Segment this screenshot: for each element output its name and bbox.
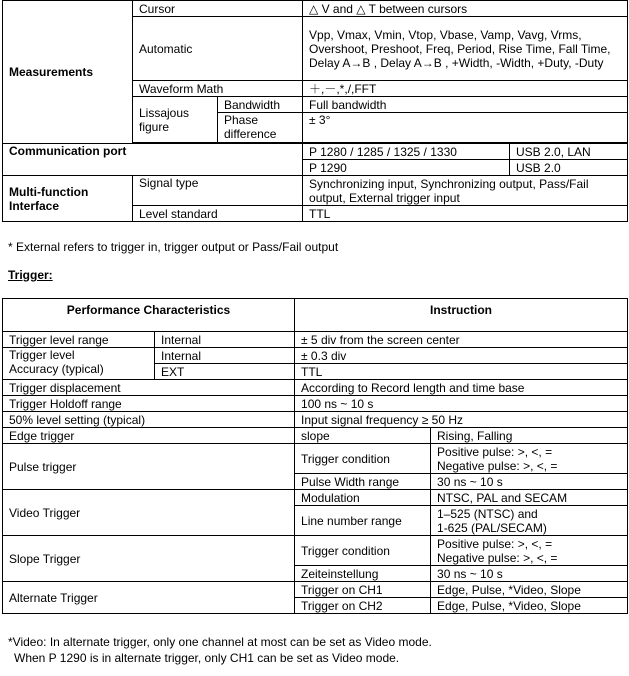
bandwidth-label: Bandwidth [218,97,303,113]
measurements-label: Measurements [3,1,133,144]
trigger-table [2,298,628,614]
trigger-heading: Trigger: [8,268,53,282]
pulse-condition-label: Trigger condition [295,444,431,474]
comm-row2-ports: USB 2.0 [510,160,628,176]
phase-difference-label: Phase difference [218,113,303,143]
cursor-value: △ V and △ T between cursors [303,1,628,17]
trigger-level-internal-value: ± 0.3 div [295,348,628,364]
holdoff-value: 100 ns ~ 10 s [295,396,628,412]
line-number-label: Line number range [295,506,431,536]
lissajous-label: Lissajous figure [133,97,218,143]
internal-label: Internal [155,332,295,348]
signal-type-value: Synchronizing input, Synchronizing output, Pass/Fail output, External trigger input [303,176,628,206]
comm-row2-models: P 1290 [303,160,510,176]
holdoff-label: Trigger Holdoff range [3,396,295,412]
slope-trigger-label: Slope Trigger [3,536,295,582]
automatic-label: Automatic [133,17,303,81]
waveform-math-value: ＋,－,*,/,FFT [303,81,628,97]
communication-port-label: Communication port [3,144,303,176]
measurements-table [2,0,628,222]
ch2-label: Trigger on CH2 [295,598,431,614]
slope-value: Rising, Falling [431,428,628,444]
multi-function-label: Multi-function Interface [3,176,133,222]
alternate-trigger-label: Alternate Trigger [3,582,295,614]
pulse-trigger-label: Pulse trigger [3,444,295,490]
video-note-2: When P 1290 is in alternate trigger, only CH1 can be set as Video mode. [14,651,400,665]
trigger-level-range-value: ± 5 div from the screen center [295,332,628,348]
edge-trigger-label: Edge trigger [3,428,295,444]
video-trigger-label: Video Trigger [3,490,295,536]
slope-condition-value: Positive pulse: >, <, = Negative pulse: >, <, = [431,536,628,566]
bandwidth-value: Full bandwidth [303,97,628,113]
trigger-level-range-label: Trigger level range [3,332,155,348]
trigger-level-label: Trigger level [9,348,75,362]
modulation-label: Modulation [295,490,431,506]
modulation-value: NTSC, PAL and SECAM [431,490,628,506]
cursor-label: Cursor [133,1,303,17]
trigger-displacement-value: According to Record length and time base [295,380,628,396]
waveform-math-label: Waveform Math [133,81,303,97]
ext-value: TTL [295,364,628,380]
pulse-condition-value: Positive pulse: >, <, = Negative pulse: >, <, = [431,444,628,474]
ch2-value: Edge, Pulse, *Video, Slope [431,598,628,614]
ch1-value: Edge, Pulse, *Video, Slope [431,582,628,598]
comm-row1-ports: USB 2.0, LAN [510,144,628,160]
level-setting-value: Input signal frequency ≥ 50 Hz [295,412,628,428]
level-standard-value: TTL [303,206,628,222]
trigger-displacement-label: Trigger displacement [3,380,295,396]
phase-difference-value: ± 3° [303,113,628,143]
pulse-width-value: 30 ns ~ 10 s [431,474,628,490]
automatic-value: Vpp, Vmax, Vmin, Vtop, Vbase, Vamp, Vavg, Vrms, Overshoot, Preshoot, Freq, Period, Rise Time, Fall Time, Delay A→B , Delay A→B , +Width, -Width, +Duty, -Duty [303,17,628,81]
slope-label: slope [295,428,431,444]
pulse-width-label: Pulse Width range [295,474,431,490]
zeiteinstellung-label: Zeiteinstellung [295,566,431,582]
comm-row1-models: P 1280 / 1285 / 1325 / 1330 [303,144,510,160]
video-note-1: *Video: In alternate trigger, only one channel at most can be set as Video mode. [8,635,432,649]
header-performance: Performance Characteristics [3,299,295,332]
line-number-value: 1–525 (NTSC) and 1-625 (PAL/SECAM) [431,506,628,536]
internal-label-2: Internal [155,348,295,364]
level-standard-label: Level standard [133,206,303,222]
trigger-level-accuracy-label [3,348,155,380]
ext-label: EXT [155,364,295,380]
header-instruction: Instruction [295,299,628,332]
level-setting-label: 50% level setting (typical) [3,412,295,428]
slope-condition-label: Trigger condition [295,536,431,566]
zeiteinstellung-value: 30 ns ~ 10 s [431,566,628,582]
accuracy-label: Accuracy (typical) [9,362,104,376]
external-note: * External refers to trigger in, trigger output or Pass/Fail output [8,240,339,254]
signal-type-label: Signal type [133,176,303,206]
ch1-label: Trigger on CH1 [295,582,431,598]
